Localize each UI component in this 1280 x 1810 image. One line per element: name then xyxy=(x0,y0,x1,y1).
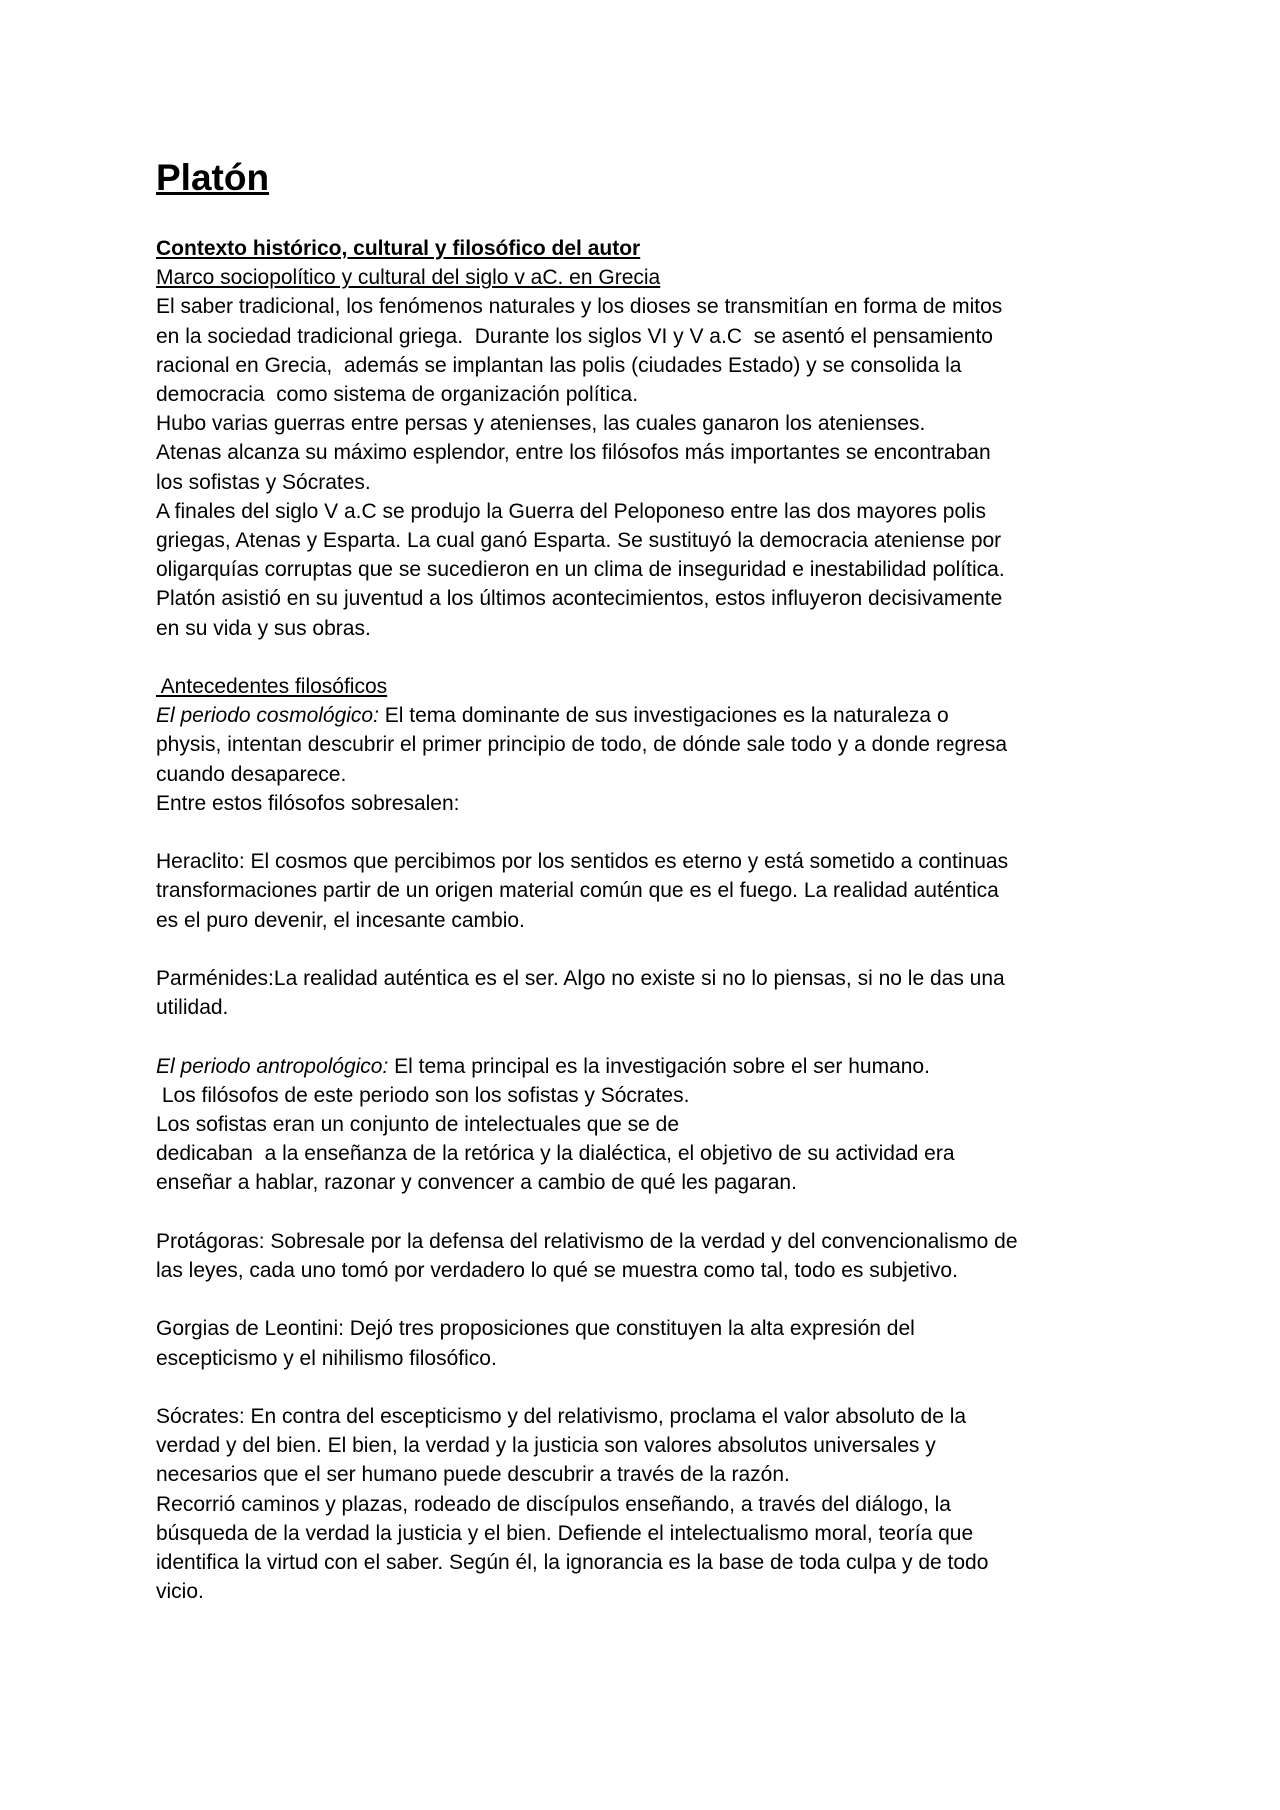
spacer xyxy=(156,1373,1136,1402)
paragraph-peloponeso xyxy=(156,497,1136,643)
text-line: utilidad. xyxy=(156,996,229,1020)
spacer xyxy=(156,818,1136,847)
text-line: enseñar a hablar, razonar y convencer a cambio de qué les pagaran. xyxy=(156,1171,797,1195)
text-line: Heraclito: El cosmos que percibimos por los sentidos es eterno y está sometido a continuas xyxy=(156,850,1009,874)
text-line: Parménides:La realidad auténtica es el ser. Algo no existe si no lo piensas, si no le das una xyxy=(156,967,1005,991)
text-line: búsqueda de la verdad la justicia y el bien. Defiende el intelectualismo moral, teoría que xyxy=(156,1521,974,1545)
text-line: necesarios que el ser humano puede descubrir a través de la razón. xyxy=(156,1463,790,1487)
paragraph-parmenides xyxy=(156,964,1136,1022)
spacer xyxy=(156,1022,1136,1051)
spacer xyxy=(156,643,1136,672)
text-line: en su vida y sus obras. xyxy=(156,616,371,640)
text-line: Entre estos filósofos sobresalen: xyxy=(156,791,460,815)
text-line xyxy=(156,701,1136,730)
text-line: Recorrió caminos y plazas, rodeado de discípulos enseñando, a través del diálogo, la xyxy=(156,1492,951,1516)
text-line: Los filósofos de este periodo son los sofistas y Sócrates. xyxy=(156,1083,690,1107)
section-title: Contexto histórico, cultural y filosófico del autor xyxy=(156,237,641,260)
text-line: democracia como sistema de organización política. xyxy=(156,383,639,407)
paragraph-antropologico xyxy=(156,1052,1136,1198)
paragraph-heraclito xyxy=(156,847,1136,935)
paragraph-gorgias xyxy=(156,1314,1136,1372)
term-periodo-cosmologico: El periodo cosmológico: xyxy=(156,704,379,728)
spacer xyxy=(156,1198,1136,1227)
subsection-title-marco: Marco sociopolítico y cultural del siglo v aC. en Grecia xyxy=(156,266,661,290)
text-line: Atenas alcanza su máximo esplendor, entre los filósofos más importantes se encontraban xyxy=(156,441,991,465)
text-line: identifica la virtud con el saber. Según él, la ignorancia es la base de toda culpa y de todo xyxy=(156,1551,989,1575)
text-line: Gorgias de Leontini: Dejó tres proposiciones que constituyen la alta expresión del xyxy=(156,1317,915,1341)
paragraph-socrates xyxy=(156,1402,1136,1606)
text-line: A finales del siglo V a.C se produjo la Guerra del Peloponeso entre las dos mayores polis xyxy=(156,499,986,523)
text-line: cuando desaparece. xyxy=(156,762,347,786)
text-line: racional en Grecia, además se implantan las polis (ciudades Estado) y se consolida la xyxy=(156,353,962,377)
text-fragment: El tema principal es la investigación sobre el ser humano. xyxy=(388,1054,930,1078)
text-fragment: El tema dominante de sus investigaciones es la naturaleza o xyxy=(378,704,949,728)
text-line: Hubo varias guerras entre persas y atenienses, las cuales ganaron los atenienses. xyxy=(156,412,926,436)
text-line: El saber tradicional, los fenómenos naturales y los dioses se transmitían en forma de mitos xyxy=(156,295,1003,319)
text-line xyxy=(156,1052,1136,1081)
subsection-title-antecedentes: Antecedentes filosóficos xyxy=(156,675,388,699)
text-line: oligarquías corruptas que se sucedieron en un clima de inseguridad e inestabilidad política. xyxy=(156,558,1005,582)
text-line: Los sofistas eran un conjunto de intelectuales que se de xyxy=(156,1113,680,1137)
text-line: dedicaban a la enseñanza de la retórica y la dialéctica, el objetivo de su actividad era xyxy=(156,1142,955,1166)
text-line: Platón asistió en su juventud a los últimos acontecimientos, estos influyeron decisivamente xyxy=(156,587,1003,611)
page-title: Platón xyxy=(156,157,270,198)
spacer xyxy=(156,935,1136,964)
paragraph-guerras xyxy=(156,409,1136,438)
text-line: los sofistas y Sócrates. xyxy=(156,470,371,494)
text-line: transformaciones partir de un origen material común que es el fuego. La realidad auténtica xyxy=(156,879,999,903)
spacer xyxy=(156,1285,1136,1314)
text-line: en la sociedad tradicional griega. Durante los siglos VI y V a.C se asentó el pensamiento xyxy=(156,324,993,348)
paragraph-atenas xyxy=(156,438,1136,496)
text-line: verdad y del bien. El bien, la verdad y la justicia son valores absolutos universales y xyxy=(156,1434,936,1458)
text-line: escepticismo y el nihilismo filosófico. xyxy=(156,1346,497,1370)
paragraph-cosmologico xyxy=(156,701,1136,818)
paragraph-saber-tradicional xyxy=(156,292,1136,409)
text-line: Sócrates: En contra del escepticismo y del relativismo, proclama el valor absoluto de la xyxy=(156,1405,967,1429)
text-line: griegas, Atenas y Esparta. La cual ganó Esparta. Se sustituyó la democracia ateniense por xyxy=(156,529,1002,553)
text-line: Protágoras: Sobresale por la defensa del relativismo de la verdad y del convencionalismo de xyxy=(156,1229,1018,1253)
text-line: las leyes, cada uno tomó por verdadero lo qué se muestra como tal, todo es subjetivo. xyxy=(156,1259,958,1283)
term-periodo-antropologico: El periodo antropológico: xyxy=(156,1054,389,1078)
text-line: physis, intentan descubrir el primer principio de todo, de dónde sale todo y a donde regresa xyxy=(156,733,1008,757)
document-page xyxy=(156,156,1136,1606)
text-line: vicio. xyxy=(156,1580,204,1604)
paragraph-protagoras xyxy=(156,1227,1136,1285)
text-line: es el puro devenir, el incesante cambio. xyxy=(156,908,525,932)
